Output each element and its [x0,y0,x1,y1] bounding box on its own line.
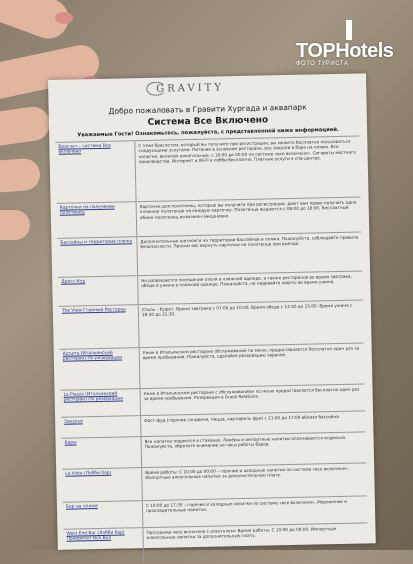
table-row [63,522,368,563]
sheet-subheading: Уважаемые Гости! Ознакомьтесь, пожалуйста, с представленной ниже информацией. [77,126,340,139]
row-label: Карточки на получение полотенец [57,202,138,238]
sheet-heading: Система Все Включено [147,115,269,128]
row-text: Не разрешается посещение отеля в пляжной одежде, а также ресторанов во время завтрака, обеда и ужина в пляжной одежде. Пожалуйста, не надевайте шорты во время ужина. [141,273,352,289]
tophotels-watermark [296,40,393,67]
row-label: Дресс Код [58,276,139,306]
hand-finger-4 [0,210,30,240]
row-label: Закуски [61,416,141,438]
tower-icon [346,20,352,40]
row-text: С этим браслетом, который вы получите при регистрации, вы можете бесплатно пользоваться следующими услугами: Питание в основном ресторане, все закуски в баре на пляже. Все напитки, включая алкогольные, с 10:00 до 00:00 по системе «все включено». Сигареты местного производства. Интернет и Wi-Fi в лобби бесплатно. Платные услуги в спа-центре. [138,138,356,165]
row-text: Карточки для полотенец, которые вы получите при регистрации, дают вам право получить одно пляжное полотенце на каждую карточку. Полотенца выдаются с 08:00 до 18:00. Бесплатный обмен полотенец возможен ежедневно. [139,199,357,220]
table-row [57,196,362,237]
row-text: Дополнительные шезлонги на территории бассейнов и пляжа. Пожалуйста, соблюдайте правила безопасности. Просим вас вернуть карточки на полотенца при выезде. [140,234,359,250]
info-sheet [48,73,376,550]
row-text: Стиль – буфет. Время завтрака с 07:00 до 10:00. Время обеда с 12:30 до 15:00. Время ужина с 18:30 до 21:30. [141,302,353,318]
hand-finger-2 [0,105,52,150]
table-row [59,299,364,348]
watermark-brand: TOPHotels [296,40,394,62]
table-row [62,462,367,501]
table-row [57,231,362,276]
row-text: Фаст-фуд (горячие сэндвичи, пицца, картофель фри) с 11:00 до 17:00 вблизи бассейна. [144,413,341,424]
row-label: Бары [62,437,143,469]
hand-finger-3 [0,158,41,195]
row-text: Все напитки подаются в стаканах. Ликёры и импортные напитки оплачиваются отдельно. Пожалуйста, обратите внимание на часы работы баров. [144,434,347,450]
row-text: Ужин в Итальянском ресторане с обслуживанием по меню предоставляется бесплатно один раз за время пребывания. Резервация в Guest Relations. [143,386,360,402]
table-row [55,135,360,202]
table-row [60,342,365,389]
row-label: Браслет – система Все включено [55,141,136,203]
thumb-nail [55,12,73,24]
row-label: The View Главный Ресторан [59,305,140,349]
row-label: Бассейны и территория пляжа [57,237,138,277]
row-label: Бар на пляже [63,501,144,529]
rules-table [55,135,368,563]
row-text: С 10:00 до 17:30 – горячие и холодные напитки по системе «все включено». Мороженое и прохладительные напитки. [145,498,347,514]
row-label: Azzurra (Итальянский ресторан) По резервации [60,348,141,390]
row-label: La Vista (Лобби бар) [62,468,143,502]
hotel-logo: GRAVITY [156,82,225,95]
row-text: Программа «все включено с алкоголем» Время работы: С 10:00 до 00:00. Импортные алкогольные напитки за дополнительную плату. [146,526,337,541]
watermark-tagline: ФОТО ТУРИСТА [296,61,349,67]
row-text: Ужин в Итальянском ресторане обслуживание по меню, предоставляется бесплатно один раз за время пребывания. Пожалуйста, сделайте резервацию заранее. [142,345,360,361]
table-row [61,431,366,468]
row-text: Время работы: С 10:00 до 00:00 – горячие и холодные напитки по системе «все включено». Импортные алкогольные напитки за дополнительную плату. [145,465,350,481]
row-label: La Piazza (Итальянский ресторан) По резервации [61,389,142,417]
welcome-text: Добро пожаловать в Гравити Хургада и аквапарк [108,102,307,116]
row-label: West End Bar (Лобби бар) Приоритет Все Вкл [63,528,144,564]
